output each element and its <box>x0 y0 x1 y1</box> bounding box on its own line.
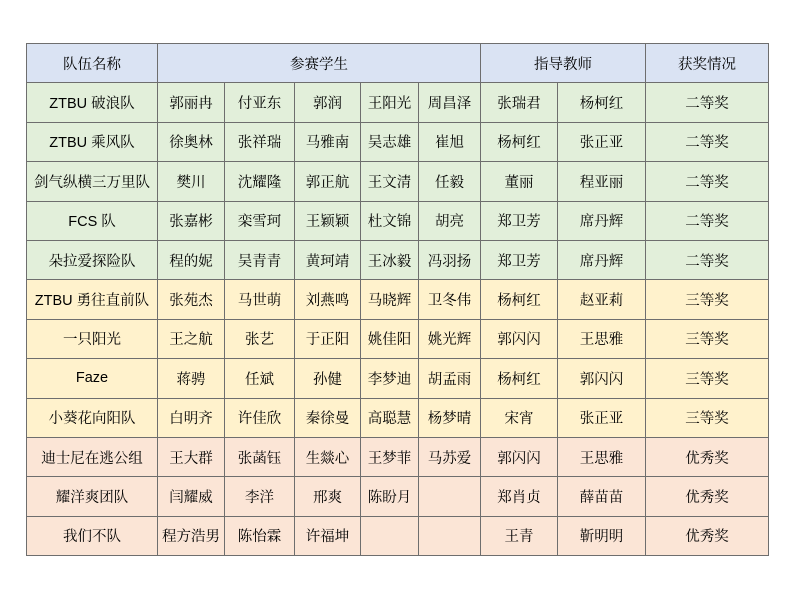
award-cell: 三等奖 <box>646 319 769 358</box>
student-cell: 郭丽冉 <box>158 83 225 122</box>
advisor-cell: 王思雅 <box>558 319 646 358</box>
team-name-cell: 一只阳光 <box>27 319 158 358</box>
student-cell: 马雅南 <box>295 122 361 161</box>
advisor-cell: 杨柯红 <box>481 359 558 398</box>
team-name-cell: ZTBU 乘风队 <box>27 122 158 161</box>
student-cell: 王冰毅 <box>361 240 419 279</box>
student-cell: 张菡钰 <box>225 437 295 476</box>
team-name-cell: 小葵花向阳队 <box>27 398 158 437</box>
student-cell: 程方浩男 <box>158 516 225 555</box>
student-cell: 吴志雄 <box>361 122 419 161</box>
student-cell: 张艺 <box>225 319 295 358</box>
award-cell: 二等奖 <box>646 122 769 161</box>
student-cell: 蒋骋 <box>158 359 225 398</box>
table-row <box>27 201 769 240</box>
student-cell: 张苑杰 <box>158 280 225 319</box>
student-cell: 王梦菲 <box>361 437 419 476</box>
header-advisors: 指导教师 <box>481 44 646 83</box>
awards-table <box>26 43 769 556</box>
student-cell: 姚光辉 <box>419 319 481 358</box>
advisor-cell: 郑卫芳 <box>481 201 558 240</box>
table-row <box>27 162 769 201</box>
student-cell: 程的妮 <box>158 240 225 279</box>
team-name-cell: 朵拉爱探险队 <box>27 240 158 279</box>
student-cell: 张嘉彬 <box>158 201 225 240</box>
student-cell: 马世萌 <box>225 280 295 319</box>
student-cell: 李梦迪 <box>361 359 419 398</box>
student-cell: 孙健 <box>295 359 361 398</box>
advisor-cell: 郭闪闪 <box>481 437 558 476</box>
student-cell: 沈耀隆 <box>225 162 295 201</box>
student-cell: 刘燕鸣 <box>295 280 361 319</box>
table-row <box>27 280 769 319</box>
team-name-cell: 迪士尼在逃公组 <box>27 437 158 476</box>
student-cell: 白明齐 <box>158 398 225 437</box>
student-cell: 任毅 <box>419 162 481 201</box>
advisor-cell: 董丽 <box>481 162 558 201</box>
advisor-cell: 赵亚莉 <box>558 280 646 319</box>
award-cell: 二等奖 <box>646 240 769 279</box>
student-cell: 郭正航 <box>295 162 361 201</box>
table-row <box>27 83 769 122</box>
student-cell: 任斌 <box>225 359 295 398</box>
student-cell: 李洋 <box>225 477 295 516</box>
header-row <box>27 44 769 83</box>
student-cell: 吴青青 <box>225 240 295 279</box>
student-cell: 陈盼月 <box>361 477 419 516</box>
student-cell: 崔旭 <box>419 122 481 161</box>
student-cell: 胡亮 <box>419 201 481 240</box>
advisor-cell: 张正亚 <box>558 122 646 161</box>
advisor-cell: 席丹辉 <box>558 240 646 279</box>
student-cell: 王文清 <box>361 162 419 201</box>
table-row <box>27 398 769 437</box>
advisor-cell: 靳明明 <box>558 516 646 555</box>
team-name-cell: Faze <box>27 359 158 398</box>
student-cell <box>419 516 481 555</box>
table-body <box>27 83 769 556</box>
table-row <box>27 516 769 555</box>
header-students: 参赛学生 <box>158 44 481 83</box>
header-award: 获奖情况 <box>646 44 769 83</box>
award-cell: 二等奖 <box>646 201 769 240</box>
student-cell: 胡孟雨 <box>419 359 481 398</box>
student-cell: 陈怡霖 <box>225 516 295 555</box>
table-row <box>27 359 769 398</box>
student-cell: 邢爽 <box>295 477 361 516</box>
team-name-cell: 我们不队 <box>27 516 158 555</box>
student-cell <box>361 516 419 555</box>
student-cell: 王大群 <box>158 437 225 476</box>
student-cell: 王阳光 <box>361 83 419 122</box>
team-name-cell: FCS 队 <box>27 201 158 240</box>
student-cell: 王颖颖 <box>295 201 361 240</box>
advisor-cell: 薛苗苗 <box>558 477 646 516</box>
table-row <box>27 240 769 279</box>
student-cell: 郭润 <box>295 83 361 122</box>
student-cell: 栾雪珂 <box>225 201 295 240</box>
student-cell: 杜文锦 <box>361 201 419 240</box>
student-cell: 付亚东 <box>225 83 295 122</box>
student-cell: 高聪慧 <box>361 398 419 437</box>
student-cell: 秦徐曼 <box>295 398 361 437</box>
advisor-cell: 王青 <box>481 516 558 555</box>
student-cell: 生燚心 <box>295 437 361 476</box>
award-cell: 优秀奖 <box>646 437 769 476</box>
table-row <box>27 437 769 476</box>
advisor-cell: 杨柯红 <box>481 280 558 319</box>
student-cell: 卫冬伟 <box>419 280 481 319</box>
award-cell: 优秀奖 <box>646 477 769 516</box>
advisor-cell: 郑卫芳 <box>481 240 558 279</box>
table-row <box>27 319 769 358</box>
award-cell: 二等奖 <box>646 162 769 201</box>
advisor-cell: 张正亚 <box>558 398 646 437</box>
team-name-cell: ZTBU 勇往直前队 <box>27 280 158 319</box>
team-name-cell: ZTBU 破浪队 <box>27 83 158 122</box>
team-name-cell: 剑气纵横三万里队 <box>27 162 158 201</box>
award-cell: 二等奖 <box>646 83 769 122</box>
advisor-cell: 郑肖贞 <box>481 477 558 516</box>
advisor-cell: 杨柯红 <box>481 122 558 161</box>
advisor-cell: 程亚丽 <box>558 162 646 201</box>
award-cell: 三等奖 <box>646 359 769 398</box>
advisor-cell: 张瑞君 <box>481 83 558 122</box>
advisor-cell: 宋宵 <box>481 398 558 437</box>
award-cell: 三等奖 <box>646 398 769 437</box>
student-cell: 黄珂靖 <box>295 240 361 279</box>
student-cell: 周昌泽 <box>419 83 481 122</box>
advisor-cell: 郭闪闪 <box>558 359 646 398</box>
student-cell: 徐奥林 <box>158 122 225 161</box>
student-cell: 马晓辉 <box>361 280 419 319</box>
student-cell: 张祥瑞 <box>225 122 295 161</box>
award-cell: 三等奖 <box>646 280 769 319</box>
student-cell: 闫耀威 <box>158 477 225 516</box>
student-cell: 姚佳阳 <box>361 319 419 358</box>
student-cell: 冯羽扬 <box>419 240 481 279</box>
student-cell: 许佳欣 <box>225 398 295 437</box>
student-cell: 樊川 <box>158 162 225 201</box>
student-cell <box>419 477 481 516</box>
team-name-cell: 耀洋爽团队 <box>27 477 158 516</box>
student-cell: 杨梦晴 <box>419 398 481 437</box>
student-cell: 许福坤 <box>295 516 361 555</box>
table-row <box>27 477 769 516</box>
award-cell: 优秀奖 <box>646 516 769 555</box>
student-cell: 马苏爱 <box>419 437 481 476</box>
table-row <box>27 122 769 161</box>
student-cell: 王之航 <box>158 319 225 358</box>
advisor-cell: 席丹辉 <box>558 201 646 240</box>
student-cell: 于正阳 <box>295 319 361 358</box>
advisor-cell: 郭闪闪 <box>481 319 558 358</box>
advisor-cell: 王思雅 <box>558 437 646 476</box>
advisor-cell: 杨柯红 <box>558 83 646 122</box>
header-team: 队伍名称 <box>27 44 158 83</box>
